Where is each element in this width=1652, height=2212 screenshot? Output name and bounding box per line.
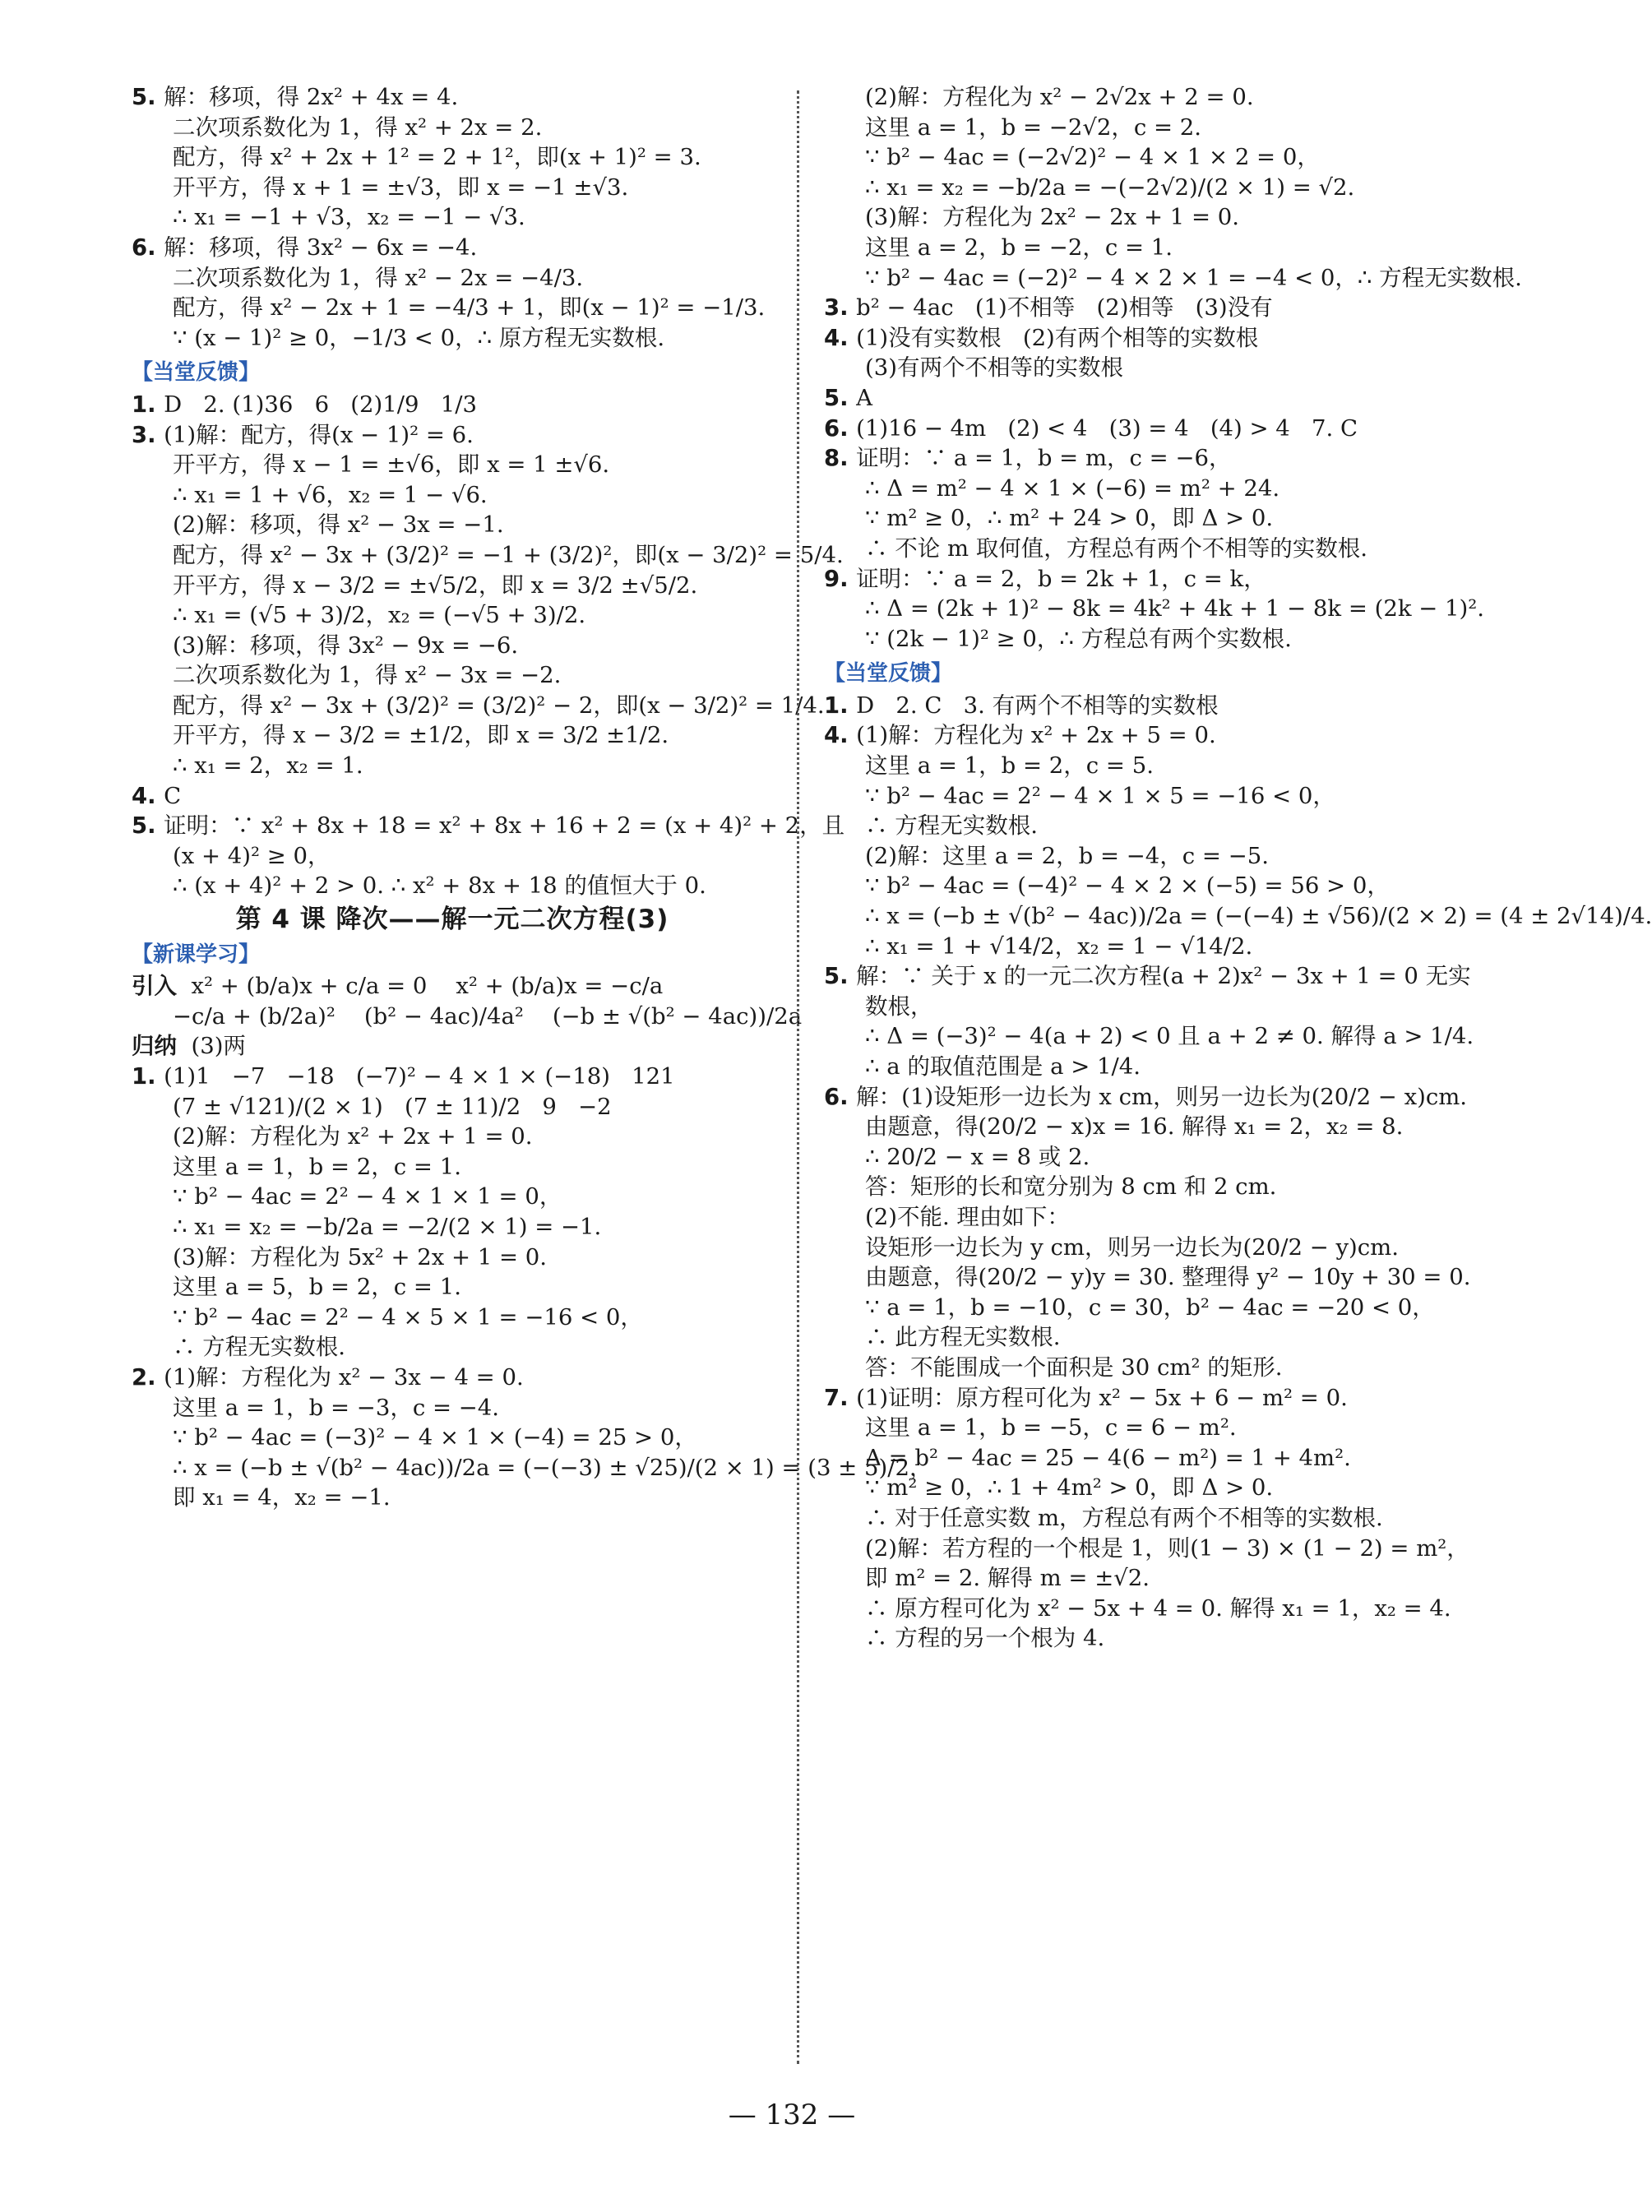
line-text: 答：不能围成一个面积是 30 cm² 的矩形. — [865, 1354, 1283, 1381]
line-text: ∵ b² − 4ac = (−2)² − 4 × 2 × 1 = −4 < 0，∴ 方程无实数根. — [865, 264, 1522, 291]
answer-line — [824, 503, 1446, 534]
line-text: 设矩形一边长为 y cm，则另一边长为(20/2 − y)cm. — [865, 1233, 1399, 1261]
answer-line — [132, 1423, 773, 1453]
answer-line — [132, 323, 773, 354]
answer-line — [132, 1182, 773, 1212]
line-text: (2)解：若方程的一个根是 1，则(1 − 3) × (1 − 2) = m²， — [865, 1534, 1469, 1562]
answer-line — [824, 1594, 1451, 1624]
line-text: ∵ a = 1，b = −10，c = 30，b² − 4ac = −20 < 0， — [865, 1293, 1435, 1321]
line-text: 配方，得 x² − 3x + (3/2)² = −1 + (3/2)²，即(x − 3/2)² = 5/4. — [173, 541, 844, 568]
line-text: ∴ 方程无实数根. — [865, 812, 1038, 840]
line-text: ∴ 此方程无实数根. — [865, 1324, 1061, 1351]
line-text: −c/a + (b/2a)² (b² − 4ac)/4a² (−b ± √(b² − 4ac))/2a — [173, 1002, 803, 1030]
line-text: (2)解：方程化为 x² − 2√2x + 2 = 0. — [865, 84, 1254, 110]
answer-line — [824, 594, 1485, 624]
item-number: 6. — [824, 1083, 857, 1110]
answer-line — [824, 1503, 1446, 1534]
line-text: 开平方，得 x − 3/2 = ±1/2，即 x = 3/2 ±1/2. — [173, 722, 669, 749]
line-text: ∴ a 的取值范围是 a > 1/4. — [865, 1053, 1141, 1080]
item-number: 1. — [824, 692, 857, 719]
answer-item — [132, 390, 773, 420]
line-text: ∵ b² − 4ac = 2² − 4 × 1 × 5 = −16 < 0， — [865, 782, 1335, 809]
answer-line — [132, 1332, 773, 1363]
line-text: Δ = b² − 4ac = 25 − 4(6 − m²) = 1 + 4m². — [865, 1444, 1351, 1471]
line-text: 解：移项，得 2x² + 4x = 4. — [164, 84, 459, 110]
line-text: (1)1 −7 −18 (−7)² − 4 × 1 × (−18) 121 — [164, 1063, 675, 1090]
line-text: 这里 a = 1，b = 2，c = 5. — [865, 752, 1154, 780]
line-text: (2)解：方程化为 x² + 2x + 1 = 0. — [173, 1123, 533, 1150]
page-number: — 132 — — [728, 2099, 856, 2131]
item-number: 8. — [824, 445, 857, 472]
answer-line — [824, 751, 1446, 781]
line-text: ∵ m² ≥ 0，∴ m² + 24 > 0，即 Δ > 0. — [865, 505, 1274, 532]
line-text: (1)没有实数根 (2)有两个相等的实数根 — [856, 324, 1259, 351]
answer-line — [824, 202, 1446, 233]
line-text: A — [856, 384, 873, 411]
answer-line — [824, 1473, 1446, 1503]
answer-line — [824, 113, 1446, 143]
answer-line — [824, 1534, 1469, 1564]
answer-item — [824, 414, 1446, 444]
line-text: ∴ x₁ = 1 + √14/2，x₂ = 1 − √14/2. — [865, 932, 1253, 960]
answer-line — [132, 691, 825, 721]
line-text: D 2. (1)36 6 (2)1/9 1/3 — [164, 391, 477, 418]
answer-line — [132, 1092, 773, 1122]
line-text: ∵ m² ≥ 0，∴ 1 + 4m² > 0，即 Δ > 0. — [865, 1474, 1274, 1502]
answer-item — [132, 1363, 773, 1393]
answer-line — [824, 1112, 1446, 1142]
line-text: ∵ b² − 4ac = (−3)² − 4 × 1 × (−4) = 25 > 0， — [173, 1424, 697, 1451]
item-number: 4. — [824, 324, 857, 351]
answer-line — [132, 1272, 773, 1303]
item-number: 1. — [132, 391, 164, 418]
answer-line — [132, 1303, 773, 1333]
line-text: ∴ x = (−b ± √(b² − 4ac))/2a = (−(−3) ± √25)/(2 × 1) = (3 ± 5)/2， — [173, 1454, 932, 1481]
answer-line — [132, 1243, 773, 1273]
line-text: 数根， — [865, 993, 933, 1020]
section-heading: 【新课学习】 — [132, 942, 261, 967]
line-text: (3)解：方程化为 2x² − 2x + 1 = 0. — [865, 204, 1240, 231]
answer-line — [824, 1413, 1446, 1443]
line-text: ∵ b² − 4ac = (−4)² − 4 × 2 × (−5) = 56 > 0， — [865, 872, 1390, 900]
line-text: 二次项系数化为 1，得 x² + 2x = 2. — [173, 113, 543, 141]
line-text: ∴ x₁ = x₂ = −b/2a = −(−2√2)/(2 × 1) = √2. — [865, 174, 1355, 201]
answer-line — [824, 1021, 1474, 1052]
answer-item — [824, 720, 1446, 751]
answer-line — [824, 1293, 1446, 1323]
answer-line — [824, 841, 1446, 872]
section-heading: 【当堂反馈】 — [824, 661, 953, 687]
answer-line — [132, 540, 844, 571]
line-text: (3)两 — [177, 1033, 246, 1060]
answer-item — [824, 1383, 1446, 1414]
line-text: ∴ x₁ = 1 + √6，x₂ = 1 − √6. — [173, 481, 488, 508]
answer-line — [824, 173, 1446, 203]
line-text: 开平方，得 x − 1 = ±√6，即 x = 1 ±√6. — [173, 451, 610, 479]
item-number: 3. — [132, 421, 164, 448]
answer-line — [824, 142, 1446, 173]
line-text: ∴ (x + 4)² + 2 > 0. ∴ x² + 8x + 18 的值恒大于 0. — [173, 872, 706, 900]
answer-line — [132, 600, 773, 631]
line-text: ∴ 不论 m 取何值，方程总有两个不相等的实数根. — [865, 534, 1368, 562]
line-text: 证明：∵ a = 1，b = m，c = −6， — [856, 445, 1232, 472]
line-text: ∴ 对于任意实数 m，方程总有两个不相等的实数根. — [865, 1504, 1383, 1531]
line-text: ∵ (2k − 1)² ≥ 0，∴ 方程总有两个实数根. — [865, 625, 1292, 652]
answer-line — [824, 1262, 1471, 1293]
line-text: ∴ x = (−b ± √(b² − 4ac))/2a = (−(−4) ± √56)/(2 × 2) = (4 ± 2√14)/4. — [865, 903, 1652, 930]
answer-item — [824, 961, 1471, 992]
line-text: ∴ 方程无实数根. — [173, 1334, 345, 1361]
line-text: ∴ 20/2 − x = 8 或 2. — [865, 1143, 1090, 1170]
item-number: 6. — [824, 414, 857, 442]
item-number: 4. — [824, 722, 857, 749]
line-text: (1)证明：原方程可化为 x² − 5x + 6 − m² = 0. — [856, 1384, 1348, 1411]
line-text: 证明：∵ x² + 8x + 18 = x² + 8x + 16 + 2 = (x + 4)² + 2，且 — [164, 812, 845, 840]
answer-line — [132, 1152, 773, 1182]
line-text: 即 m² = 2. 解得 m = ±√2. — [865, 1565, 1150, 1592]
answer-line — [824, 474, 1446, 504]
line-text: (1)解：方程化为 x² + 2x + 5 = 0. — [856, 722, 1216, 749]
answer-line — [824, 811, 1446, 841]
line-text: 由题意，得(20/2 − x)x = 16. 解得 x₁ = 2，x₂ = 8. — [865, 1113, 1404, 1141]
line-text: 这里 a = 1，b = −2√2，c = 2. — [865, 113, 1202, 141]
line-text: b² − 4ac (1)不相等 (2)相等 (3)没有 — [856, 294, 1273, 322]
line-text: (7 ± √121)/(2 × 1) (7 ± 11)/2 9 −2 — [173, 1093, 612, 1120]
answer-item — [132, 1062, 773, 1092]
section-heading: 【当堂反馈】 — [132, 360, 261, 386]
answer-line — [824, 871, 1446, 901]
answer-item — [824, 691, 1446, 721]
line-text: (2)解：移项，得 x² − 3x = −1. — [173, 511, 504, 539]
line-text: 二次项系数化为 1，得 x² − 3x = −2. — [173, 662, 562, 689]
answer-item — [132, 420, 773, 451]
line-text: (x + 4)² ≥ 0， — [173, 842, 331, 869]
answer-line — [824, 1353, 1446, 1383]
line-text: 这里 a = 2，b = −2，c = 1. — [865, 234, 1173, 261]
line-text: ∴ 原方程可化为 x² − 5x + 4 = 0. 解得 x₁ = 1，x₂ = 4. — [865, 1594, 1451, 1622]
line-text: ∴ Δ = (2k + 1)² − 8k = 4k² + 4k + 1 − 8k = (2k − 1)². — [865, 595, 1485, 622]
item-number: 5. — [824, 963, 857, 990]
answer-line — [132, 1483, 773, 1513]
answer-line — [824, 1322, 1446, 1353]
line-text: 证明：∵ a = 2，b = 2k + 1，c = k， — [856, 565, 1266, 592]
right-column — [824, 82, 1652, 2039]
line-text: (1)16 − 4m (2) < 4 (3) = 4 (4) > 4 7. C — [856, 414, 1358, 442]
answer-line — [132, 293, 773, 323]
line-text: 解：移项，得 3x² − 6x = −4. — [164, 234, 478, 261]
answer-line — [132, 113, 773, 143]
line-text: 答：矩形的长和宽分别为 8 cm 和 2 cm. — [865, 1173, 1277, 1201]
column-divider — [797, 90, 799, 2064]
answer-line — [824, 781, 1446, 812]
answer-line — [132, 510, 773, 540]
answer-line — [132, 1031, 773, 1062]
line-text: 开平方，得 x − 3/2 = ±√5/2，即 x = 3/2 ±√5/2. — [173, 572, 698, 599]
line-text: 配方，得 x² − 2x + 1 = −4/3 + 1，即(x − 1)² = −1/3. — [173, 294, 766, 322]
item-number: 5. — [132, 84, 164, 110]
answer-line — [824, 233, 1446, 263]
answer-item — [132, 82, 773, 113]
left-column — [132, 82, 932, 2039]
answer-line — [824, 992, 1446, 1022]
answer-line — [132, 631, 773, 661]
answer-line — [132, 971, 773, 1002]
answer-item — [132, 811, 845, 841]
line-text: ∵ (x − 1)² ≥ 0，−1/3 < 0，∴ 原方程无实数根. — [173, 324, 665, 351]
answer-line — [132, 571, 773, 601]
answer-line — [132, 1393, 773, 1423]
item-number: 2. — [132, 1363, 164, 1391]
line-text: ∴ x₁ = (√5 + 3)/2，x₂ = (−√5 + 3)/2. — [173, 602, 586, 629]
answer-line — [132, 142, 773, 173]
line-text: D 2. C 3. 有两个不相等的实数根 — [856, 692, 1219, 719]
answer-line — [824, 1623, 1446, 1654]
answer-line — [132, 1122, 773, 1152]
answer-line — [132, 1002, 803, 1032]
answer-line — [132, 660, 773, 691]
answer-item — [824, 323, 1446, 354]
answer-line — [824, 1172, 1446, 1202]
line-text: 开平方，得 x + 1 = ±√3，即 x = −1 ±√3. — [173, 174, 629, 201]
line-text: 配方，得 x² − 3x + (3/2)² = (3/2)² − 2，即(x − 3/2)² = 1/4. — [173, 692, 825, 719]
subsection-label: 引入 — [132, 973, 177, 1000]
item-number: 1. — [132, 1063, 164, 1090]
line-text: 这里 a = 1，b = 2，c = 1. — [173, 1153, 461, 1180]
answer-line — [132, 720, 773, 751]
answer-line — [824, 901, 1652, 932]
item-number: 5. — [132, 812, 164, 840]
line-text: 由题意，得(20/2 − y)y = 30. 整理得 y² − 10y + 30 = 0. — [865, 1264, 1471, 1291]
item-number: 7. — [824, 1384, 857, 1411]
answer-line — [132, 263, 773, 294]
answer-item — [824, 1082, 1468, 1113]
subsection-label: 归纳 — [132, 1033, 177, 1060]
line-text: 这里 a = 1，b = −5，c = 6 − m². — [865, 1414, 1237, 1442]
line-text: x² + (b/a)x + c/a = 0 x² + (b/a)x = −c/a — [177, 973, 664, 1000]
answer-line — [824, 1233, 1446, 1263]
answer-line — [824, 1443, 1446, 1474]
answer-item — [132, 233, 773, 263]
answer-line — [132, 450, 773, 480]
answer-line — [132, 841, 773, 872]
line-text: C — [164, 782, 182, 809]
line-text: 二次项系数化为 1，得 x² − 2x = −4/3. — [173, 264, 584, 291]
answer-item — [824, 383, 1446, 414]
item-number: 5. — [824, 384, 857, 411]
line-text: (3)解：移项，得 3x² − 9x = −6. — [173, 632, 519, 659]
line-text: (2)不能. 理由如下： — [865, 1203, 1070, 1230]
line-text: ∵ b² − 4ac = 2² − 4 × 5 × 1 = −16 < 0， — [173, 1303, 643, 1330]
answer-line — [824, 263, 1522, 294]
line-text: ∵ b² − 4ac = (−2√2)² − 4 × 1 × 2 = 0， — [865, 144, 1320, 171]
line-text: (1)解：配方，得(x − 1)² = 6. — [164, 421, 474, 448]
item-number: 4. — [132, 782, 164, 809]
line-text: 解：∵ 关于 x 的一元二次方程(a + 2)x² − 3x + 1 = 0 无实 — [856, 963, 1471, 990]
line-text: 这里 a = 1，b = −3，c = −4. — [173, 1394, 500, 1421]
answer-line — [132, 202, 773, 233]
line-text: ∴ x₁ = 2，x₂ = 1. — [173, 752, 363, 780]
line-text: ∴ 方程的另一个根为 4. — [865, 1625, 1105, 1652]
answer-line — [132, 1453, 932, 1483]
item-number: 3. — [824, 294, 857, 322]
answer-item — [824, 443, 1446, 474]
line-text: ∴ Δ = (−3)² − 4(a + 2) < 0 且 a + 2 ≠ 0. 解得 a > 1/4. — [865, 1023, 1474, 1050]
item-number: 9. — [824, 565, 857, 592]
item-number: 6. — [132, 234, 164, 261]
answer-line — [132, 173, 773, 203]
answer-line — [824, 624, 1446, 655]
line-text: (1)解：方程化为 x² − 3x − 4 = 0. — [164, 1363, 524, 1391]
line-text: ∵ b² − 4ac = 2² − 4 × 1 × 1 = 0， — [173, 1183, 562, 1210]
answer-line — [824, 534, 1446, 564]
lesson-title: 第 4 课 降次——解一元二次方程(3) — [235, 905, 669, 935]
line-text: ∴ x₁ = x₂ = −b/2a = −2/(2 × 1) = −1. — [173, 1213, 602, 1240]
line-text: (3)有两个不相等的实数根 — [865, 354, 1123, 382]
line-text: (2)解：这里 a = 2，b = −4，c = −5. — [865, 842, 1269, 869]
answer-line — [824, 82, 1446, 113]
line-text: ∴ Δ = m² − 4 × 1 × (−6) = m² + 24. — [865, 474, 1280, 502]
answer-line — [132, 480, 773, 511]
answer-item — [824, 293, 1446, 323]
answer-item — [824, 564, 1446, 595]
line-text: 配方，得 x² + 2x + 1² = 2 + 1²，即(x + 1)² = 3. — [173, 144, 701, 171]
answer-line — [824, 932, 1446, 962]
answer-line — [824, 1563, 1446, 1594]
line-text: 解：(1)设矩形一边长为 x cm，则另一边长为(20/2 − x)cm. — [856, 1083, 1468, 1110]
answer-line — [824, 1142, 1446, 1173]
answer-line — [824, 353, 1446, 383]
line-text: (3)解：方程化为 5x² + 2x + 1 = 0. — [173, 1243, 548, 1270]
line-text: ∴ x₁ = −1 + √3，x₂ = −1 − √3. — [173, 204, 525, 231]
answer-line — [824, 1052, 1446, 1082]
answer-line — [132, 871, 773, 901]
answer-line — [132, 751, 773, 781]
answer-line — [824, 1202, 1446, 1233]
line-text: 即 x₁ = 4，x₂ = −1. — [173, 1484, 391, 1511]
line-text: 这里 a = 5，b = 2，c = 1. — [173, 1274, 461, 1301]
answer-item — [132, 781, 773, 812]
answer-line — [132, 1212, 773, 1243]
